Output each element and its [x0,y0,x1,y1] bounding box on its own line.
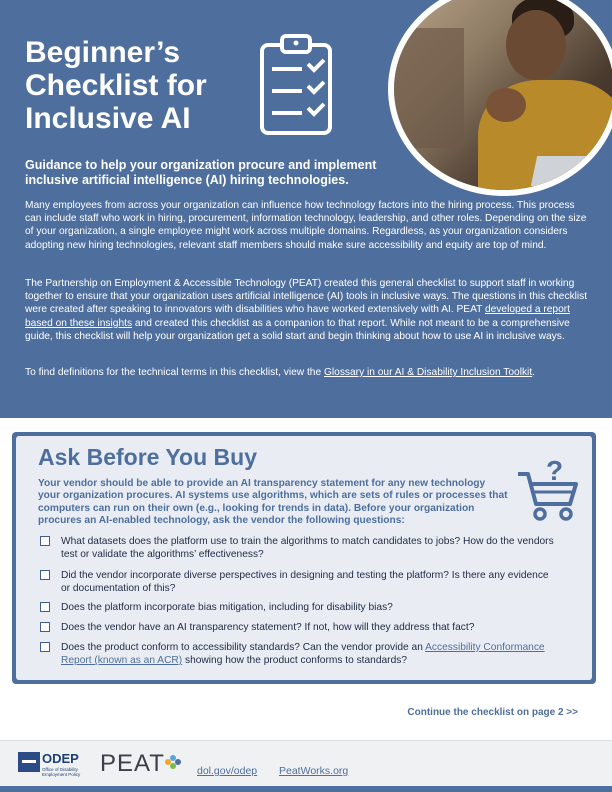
intro-paragraph-2 [25,277,590,343]
title-line-1: Beginner’s [25,36,181,69]
checklist-item [40,621,560,634]
q5-text-a: Does the product conform to accessibility standards? Can the vendor provide an [61,642,426,653]
para3-text-b: . [532,367,535,378]
odep-name: ODEP [42,751,79,766]
svg-text:?: ? [546,456,564,486]
para2-text-b: and created this checklist as a companion to that report. While not meant to be a comprehensive guide, this checklist will help your organization get a solid start and begin thinking about how to use AI in inclusive ways. [25,317,570,342]
acr-link[interactable]: Accessibility Conformance Report (known as an ACR) [61,642,545,666]
page-title [25,36,255,135]
checklist-item-text: Does the platform incorporate bias mitigation, including for disability bias? [61,602,393,613]
odep-flag-icon [18,752,40,772]
clipboard-checklist-icon [258,33,334,137]
checkbox-icon[interactable] [40,536,50,546]
checkbox-icon[interactable] [40,622,50,632]
odep-link[interactable]: dol.gov/odep [197,765,258,777]
para2-text-a: The Partnership on Employment & Accessible Technology (PEAT) created this general checklist to support staff in working together to ensure that your organization uses artificial intelligence (AI) tools in inclusive ways. The questions in this checklist were created after speaking to innovators with disabilities who have worked extensively with AI. PEAT [25,278,588,316]
glossary-link[interactable]: Glossary in our AI & Disability Inclusion Toolkit [323,367,533,378]
shopping-cart-question-icon [516,456,580,522]
checkbox-icon[interactable] [40,602,50,612]
odep-subtitle: Office of Disability Employment Policy [42,767,81,777]
checkbox-icon[interactable] [40,570,50,580]
hero-photo [394,0,612,190]
peat-logo[interactable]: PEAT [100,750,165,777]
checklist-item [40,601,560,614]
continue-link[interactable]: Continue the checklist on page 2 >> [407,707,578,718]
odep-logo[interactable] [18,752,88,780]
peat-mark-icon [162,752,182,772]
checklist-item-text: What datasets does the platform use to train the algorithms to match candidates to jobs? How do the vendors test or validate the algorithms’ effectiveness? [61,536,554,560]
checklist-item [40,641,560,667]
checklist-item-text: Does the vendor have an AI transparency statement? If not, how will they address that fact? [61,622,475,633]
checkbox-icon[interactable] [40,642,50,652]
checklist-item-text [61,641,560,667]
report-link[interactable]: developed a report based on these insights [25,304,570,329]
peatworks-link[interactable]: PeatWorks.org [279,765,349,777]
intro-paragraph-3 [25,366,590,379]
intro-paragraph-1: Many employees from across your organization can influence how technology factors into the hiring process. This process can include staff who work in hiring, procurement, information technology, leadership, and other roles. Depending on the size of your organization, a single employee might work across multiple domains. Regardless, as your organization considers adopting new hiring technologies, relevant staff members should make sure accessibility and equity are top of mind. [25,200,587,251]
para3-text-a: To find definitions for the technical terms in this checklist, view the [25,367,324,378]
q5-text-b: showing how the product conforms to standards? [182,655,407,666]
footer-strip [0,786,612,792]
checklist-title: Ask Before You Buy [38,444,257,470]
title-line-3: Inclusive AI [25,102,191,135]
checklist-intro: Your vendor should be able to provide an AI transparency statement for any new technology your organization procures. AI systems use algorithms, which are sets of rules or processes that computers can run on their own (e.g., looking for trends in data). Before your organization procures an AI-enabled technology, ask the vendor the following questions: [38,478,508,527]
hero-subtitle: Guidance to help your organization procure and implement inclusive artificial intelligence (AI) hiring technologies. [25,158,377,187]
checklist-item [40,535,560,561]
checklist-item-text: Did the vendor incorporate diverse perspectives in designing and testing the platform? Is there any evidence or documentation of this? [61,570,549,594]
title-line-2: Checklist for [25,69,207,102]
checklist-item [40,569,560,595]
